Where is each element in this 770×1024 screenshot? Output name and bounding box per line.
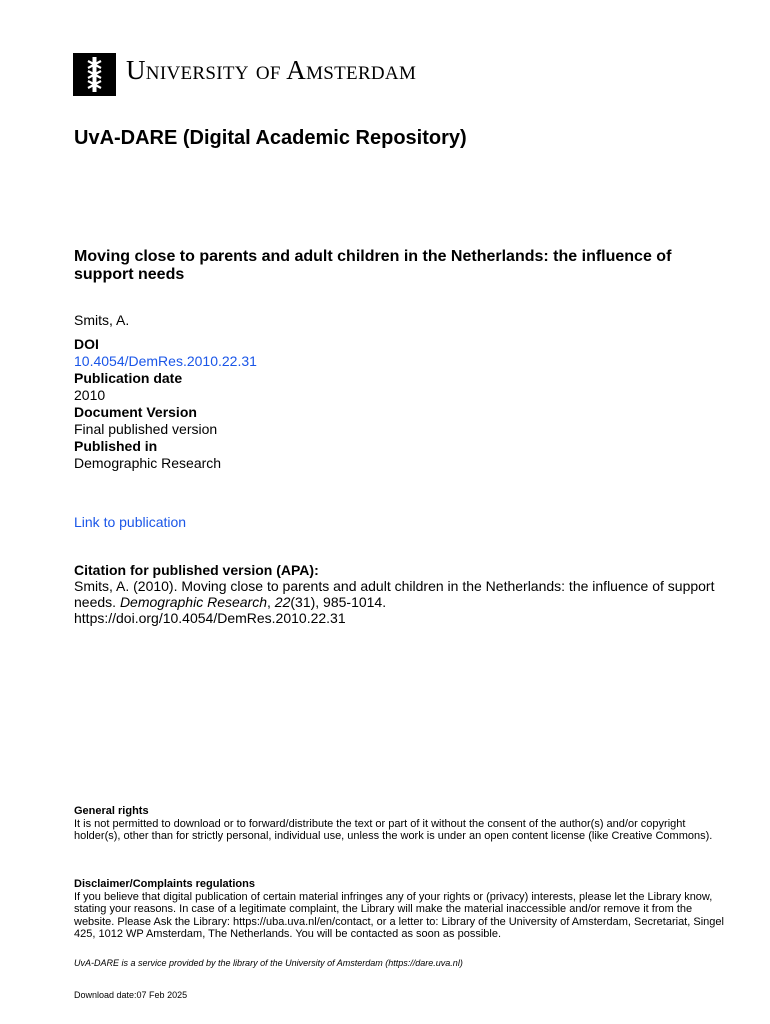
publication-link[interactable]: Link to publication — [74, 514, 187, 530]
disclaimer — [74, 878, 724, 941]
download-date: Download date:07 Feb 2025 — [74, 990, 188, 1000]
metadata-block — [74, 312, 257, 472]
uva-logo-icon — [73, 53, 116, 96]
doi-link[interactable]: 10.4054/DemRes.2010.22.31 — [74, 353, 257, 369]
rights-label: General rights — [74, 805, 149, 817]
published-in-value: Demographic Research — [74, 455, 222, 471]
author: Smits, A. — [74, 312, 130, 328]
version-value: Final published version — [74, 421, 218, 437]
doi-label: DOI — [74, 336, 99, 352]
citation-text: Smits, A. (2010). Moving close to parents and adult children in the Netherlands: the influence of support needs. Demographic Research, 22(31), 985-1014. — [74, 578, 715, 610]
disclaimer-text: If you believe that digital publication of certain material infringes any of your rights or (privacy) interests, please let the Library know, stating your reasons. In case of a legitimate complaint, the Library will make the material inaccessible and/or remove it from the website. Please Ask the Library: https://uba.uva.nl/en/contact, or a letter to: Library of the University of Amsterdam, Secretariat, Singel 425, 1012 WP Amsterdam, The Netherlands. You will be contacted as soon as possible. — [74, 890, 724, 940]
paper-title: Moving close to parents and adult children in the Netherlands: the influence of support needs — [74, 248, 672, 283]
rights-text: It is not permitted to download or to forward/distribute the text or part of it without the consent of the author(s) and/or copyright holder(s), other than for strictly personal, individual use, unless the work is under an open content license (like Creative Commons). — [74, 817, 713, 842]
citation-label: Citation for published version (APA): — [74, 562, 319, 578]
citation-block — [74, 562, 724, 626]
published-in-label: Published in — [74, 438, 158, 454]
disclaimer-label: Disclaimer/Complaints regulations — [74, 878, 255, 890]
pubdate-label: Publication date — [74, 370, 183, 386]
version-label: Document Version — [74, 404, 197, 420]
citation-url: https://doi.org/10.4054/DemRes.2010.22.31 — [74, 610, 346, 626]
pubdate-value: 2010 — [74, 387, 106, 403]
citation-journal: Demographic Research — [119, 594, 268, 610]
citation-volume: 22 — [274, 594, 291, 610]
service-note: UvA-DARE is a service provided by the library of the University of Amsterdam (https://dare.uva.nl) — [74, 958, 463, 968]
university-name: University of Amsterdam — [126, 55, 417, 85]
repository-title: UvA-DARE (Digital Academic Repository) — [74, 127, 467, 149]
general-rights — [74, 805, 724, 843]
